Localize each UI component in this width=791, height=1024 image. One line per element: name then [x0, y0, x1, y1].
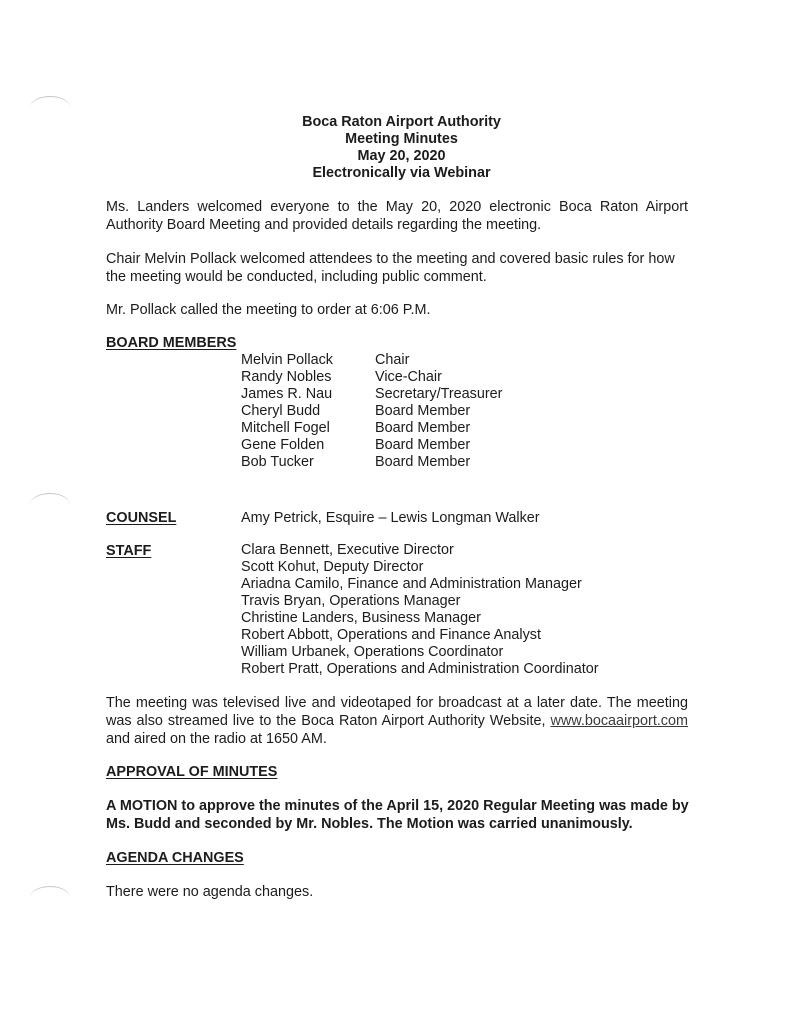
staff-item: Robert Abbott, Operations and Finance Analyst — [241, 627, 541, 643]
board-member-row — [241, 420, 502, 437]
binder-hole-mark-middle — [30, 493, 70, 516]
agenda-changes-text: There were no agenda changes. — [106, 884, 314, 900]
staff-item: Ariadna Camilo, Finance and Administration Manager — [241, 576, 582, 592]
board-members-list — [241, 352, 502, 471]
call-to-order-paragraph: Mr. Pollack called the meeting to order at 6:06 P.M. — [106, 302, 431, 318]
agenda-changes-heading: AGENDA CHANGES — [106, 850, 244, 866]
board-member-role: Board Member — [375, 437, 471, 453]
intro-paragraph-2: Chair Melvin Pollack welcomed attendees to the meeting and covered basic rules for how the meeting would be conducted, including public comment. — [106, 251, 675, 285]
approval-motion-text: A MOTION to approve the minutes of the April 15, 2020 Regular Meeting was made by Ms. Budd and seconded by Mr. Nobles. The Motion was carried unanimously. — [106, 798, 689, 832]
board-member-name: Melvin Pollack — [241, 352, 333, 368]
board-member-row — [241, 352, 502, 369]
board-member-role: Board Member — [375, 454, 471, 470]
board-member-role: Vice-Chair — [375, 369, 442, 385]
staff-list — [241, 542, 599, 678]
board-member-row — [241, 437, 502, 454]
board-member-name: Bob Tucker — [241, 454, 314, 470]
board-member-row — [241, 454, 502, 471]
board-member-name: Mitchell Fogel — [241, 420, 330, 436]
staff-item: Robert Pratt, Operations and Administration Coordinator — [241, 661, 599, 677]
board-member-row — [241, 369, 502, 386]
binder-hole-mark-bottom — [30, 886, 70, 909]
approval-of-minutes-heading: APPROVAL OF MINUTES — [106, 764, 278, 780]
board-member-role: Board Member — [375, 403, 471, 419]
counsel-entry: Amy Petrick, Esquire – Lewis Longman Walker — [241, 510, 540, 526]
broadcast-text-before: The meeting was televised live and videotaped for broadcast at a later date. The meeting was also streamed live to the Boca Raton Airport Authority Website, — [106, 695, 688, 729]
board-member-role: Secretary/Treasurer — [375, 386, 503, 402]
organization-title: Boca Raton Airport Authority — [302, 114, 501, 130]
staff-heading: STAFF — [106, 543, 152, 559]
staff-item: Christine Landers, Business Manager — [241, 610, 481, 626]
board-member-name: Randy Nobles — [241, 369, 332, 385]
board-member-row — [241, 386, 502, 403]
counsel-heading: COUNSEL — [106, 510, 177, 526]
document-header — [0, 114, 791, 182]
board-member-role: Board Member — [375, 420, 471, 436]
board-member-name: Cheryl Budd — [241, 403, 321, 419]
document-title: Meeting Minutes — [345, 131, 458, 147]
staff-item: Clara Bennett, Executive Director — [241, 542, 454, 558]
board-members-heading: BOARD MEMBERS — [106, 335, 237, 351]
staff-item: William Urbanek, Operations Coordinator — [241, 644, 504, 660]
staff-item: Scott Kohut, Deputy Director — [241, 559, 424, 575]
intro-paragraph-1: Ms. Landers welcomed everyone to the May 20, 2020 electronic Boca Raton Airport Authority Board Meeting and provided details regarding the meeting. — [106, 199, 688, 233]
board-member-role: Chair — [375, 352, 410, 368]
board-member-name: Gene Folden — [241, 437, 325, 453]
staff-item: Travis Bryan, Operations Manager — [241, 593, 461, 609]
broadcast-text-after: and aired on the radio at 1650 AM. — [106, 731, 327, 747]
broadcast-paragraph — [106, 694, 688, 748]
meeting-date: May 20, 2020 — [357, 148, 446, 164]
meeting-format: Electronically via Webinar — [312, 165, 491, 181]
board-member-name: James R. Nau — [241, 386, 333, 402]
board-member-row — [241, 403, 502, 420]
website-link[interactable]: www.bocaairport.com — [550, 713, 688, 729]
